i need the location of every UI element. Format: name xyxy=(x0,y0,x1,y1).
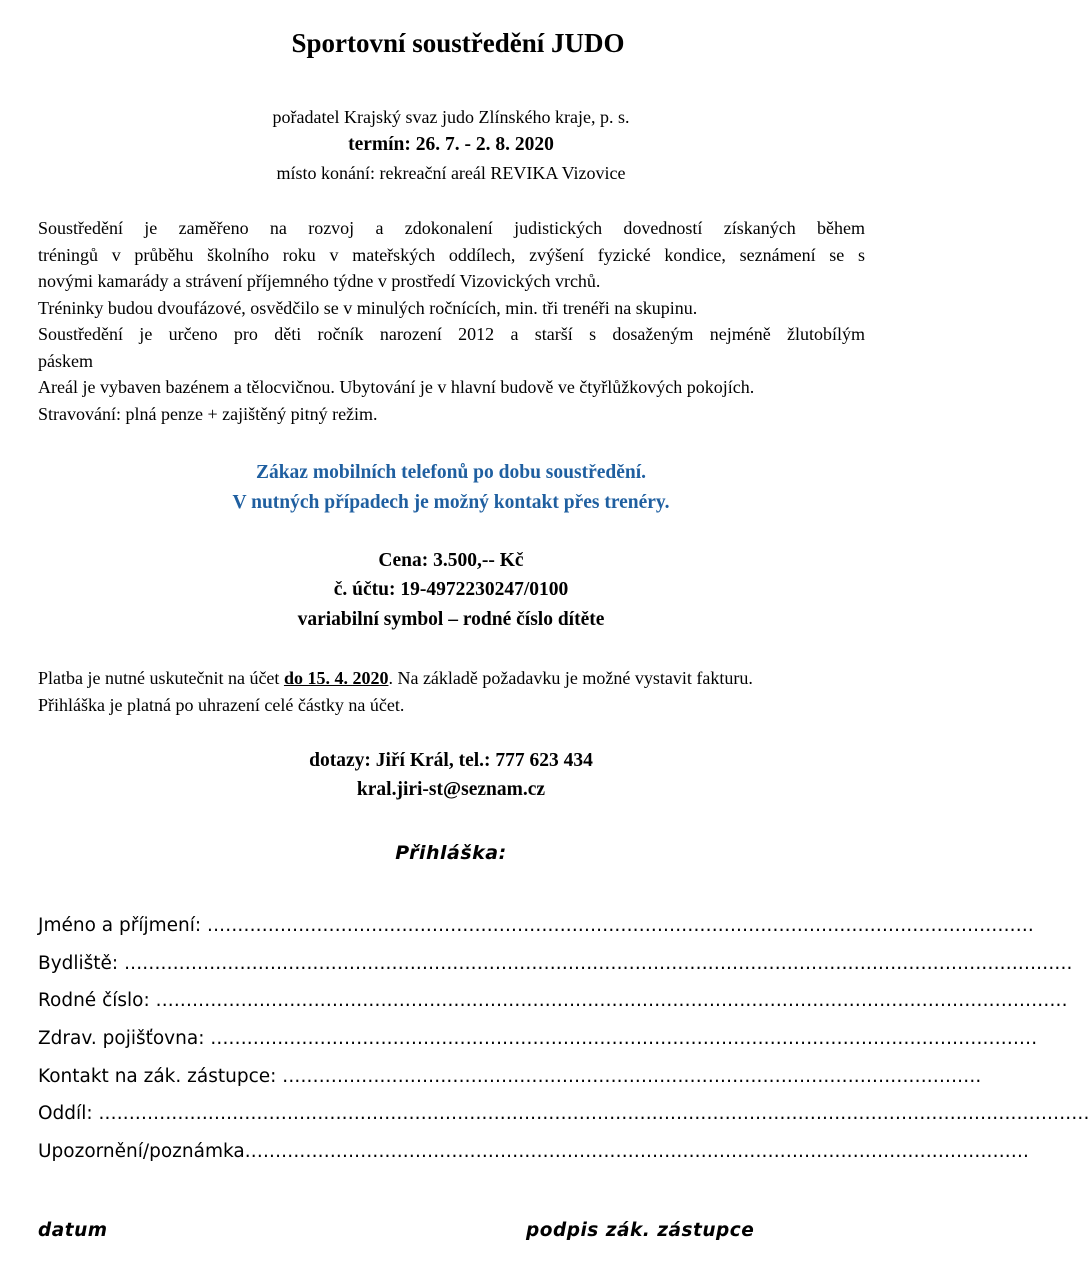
signature-label: podpis zák. zástupce xyxy=(526,1220,755,1241)
field-label: Bydliště: xyxy=(38,953,125,974)
payment-deadline: do 15. 4. 2020 xyxy=(283,668,389,688)
payment-note-prefix: Platba je nutné uskutečnit na účet xyxy=(38,668,284,688)
dotted-line: ............................................................................................................................................................ xyxy=(124,953,1073,974)
description-block xyxy=(38,215,865,427)
description-line: novými kamarády a strávení příjemného týdne v prostředí Vizovických vrchů. xyxy=(38,271,601,291)
payment-note-line xyxy=(38,665,878,692)
description-line: Areál je vybaven bazénem a tělocvičnou. Ubytování je v hlavní budově ve čtyřlůžkových pokojích. xyxy=(38,377,755,397)
field-label: Oddíl: xyxy=(38,1103,99,1124)
payment-note xyxy=(38,665,878,718)
insurance-field[interactable] xyxy=(38,1028,1038,1049)
description-line: páskem xyxy=(38,350,93,371)
field-label: Kontakt na zák. zástupce: xyxy=(38,1066,283,1087)
club-field[interactable] xyxy=(38,1103,1090,1124)
organizer-line: pořadatel Krajský svaz judo Zlínského kraje, p. s. xyxy=(272,107,630,127)
form-title: Přihláška: xyxy=(395,842,507,864)
payment-note-line: Přihláška je platná po uhrazení celé částky na účet. xyxy=(38,694,405,715)
dotted-line: ...................................................................................................................................................... xyxy=(155,990,1068,1011)
page-title: Sportovní soustředění JUDO xyxy=(291,28,625,58)
field-label: Jméno a příjmení: xyxy=(38,915,208,936)
notice-line: V nutných případech je možný kontakt přes trenéry. xyxy=(232,492,670,513)
description-line: tréningů v průběhu školního roku v mateřských oddílech, zvýšení fyzické kondice, seznámení se s xyxy=(38,244,865,265)
field-label: Upozornění/poznámka xyxy=(38,1141,245,1162)
description-line: Stravování: plná penze + zajištěný pitný režim. xyxy=(38,403,378,424)
dotted-line: ........................................................................................................................................ xyxy=(207,915,1034,936)
address-field[interactable] xyxy=(38,953,1073,974)
variable-symbol-line: variabilní symbol – rodné číslo dítěte xyxy=(297,609,605,630)
name-field[interactable] xyxy=(38,915,1034,936)
field-label: Zdrav. pojišťovna: xyxy=(38,1028,211,1049)
description-line: Soustředění je zaměřeno na rozvoj a zdokonalení judistických dovedností získaných během xyxy=(38,218,865,238)
contact-email: kral.jiri-st@seznam.cz xyxy=(356,779,546,800)
contact-line: dotazy: Jiří Král, tel.: 777 623 434 xyxy=(309,750,593,771)
guardian-contact-field[interactable] xyxy=(38,1066,982,1087)
dotted-line: ................................................................................................................................................................... xyxy=(98,1103,1090,1124)
payment-note-suffix: . Na základě požadavku je možné vystavit fakturu. xyxy=(388,668,753,688)
venue-line: místo konání: rekreační areál REVIKA Vizovice xyxy=(276,163,626,183)
term-line: termín: 26. 7. - 2. 8. 2020 xyxy=(348,134,554,155)
field-label: Rodné číslo: xyxy=(38,990,156,1011)
dotted-line: ................................................................................................................................. xyxy=(244,1141,1030,1162)
birth-number-field[interactable] xyxy=(38,990,1068,1011)
price-line: Cena: 3.500,-- Kč xyxy=(378,550,524,571)
notice-line: Zákaz mobilních telefonů po dobu soustředění. xyxy=(255,462,647,483)
note-field[interactable] xyxy=(38,1141,1030,1162)
description-line: Soustředění je určeno pro děti ročník narození 2012 a starší s dosaženým nejméně žlutobílým xyxy=(38,324,865,344)
date-label: datum xyxy=(38,1220,108,1241)
dotted-line: ........................................................................................................................................ xyxy=(210,1028,1038,1049)
dotted-line: ................................................................................................................... xyxy=(282,1066,982,1087)
description-line: Tréninky budou dvoufázové, osvědčilo se v minulých ročnících, min. tři trenéři na skupinu. xyxy=(38,297,698,318)
account-line: č. účtu: 19-4972230247/0100 xyxy=(333,579,569,600)
